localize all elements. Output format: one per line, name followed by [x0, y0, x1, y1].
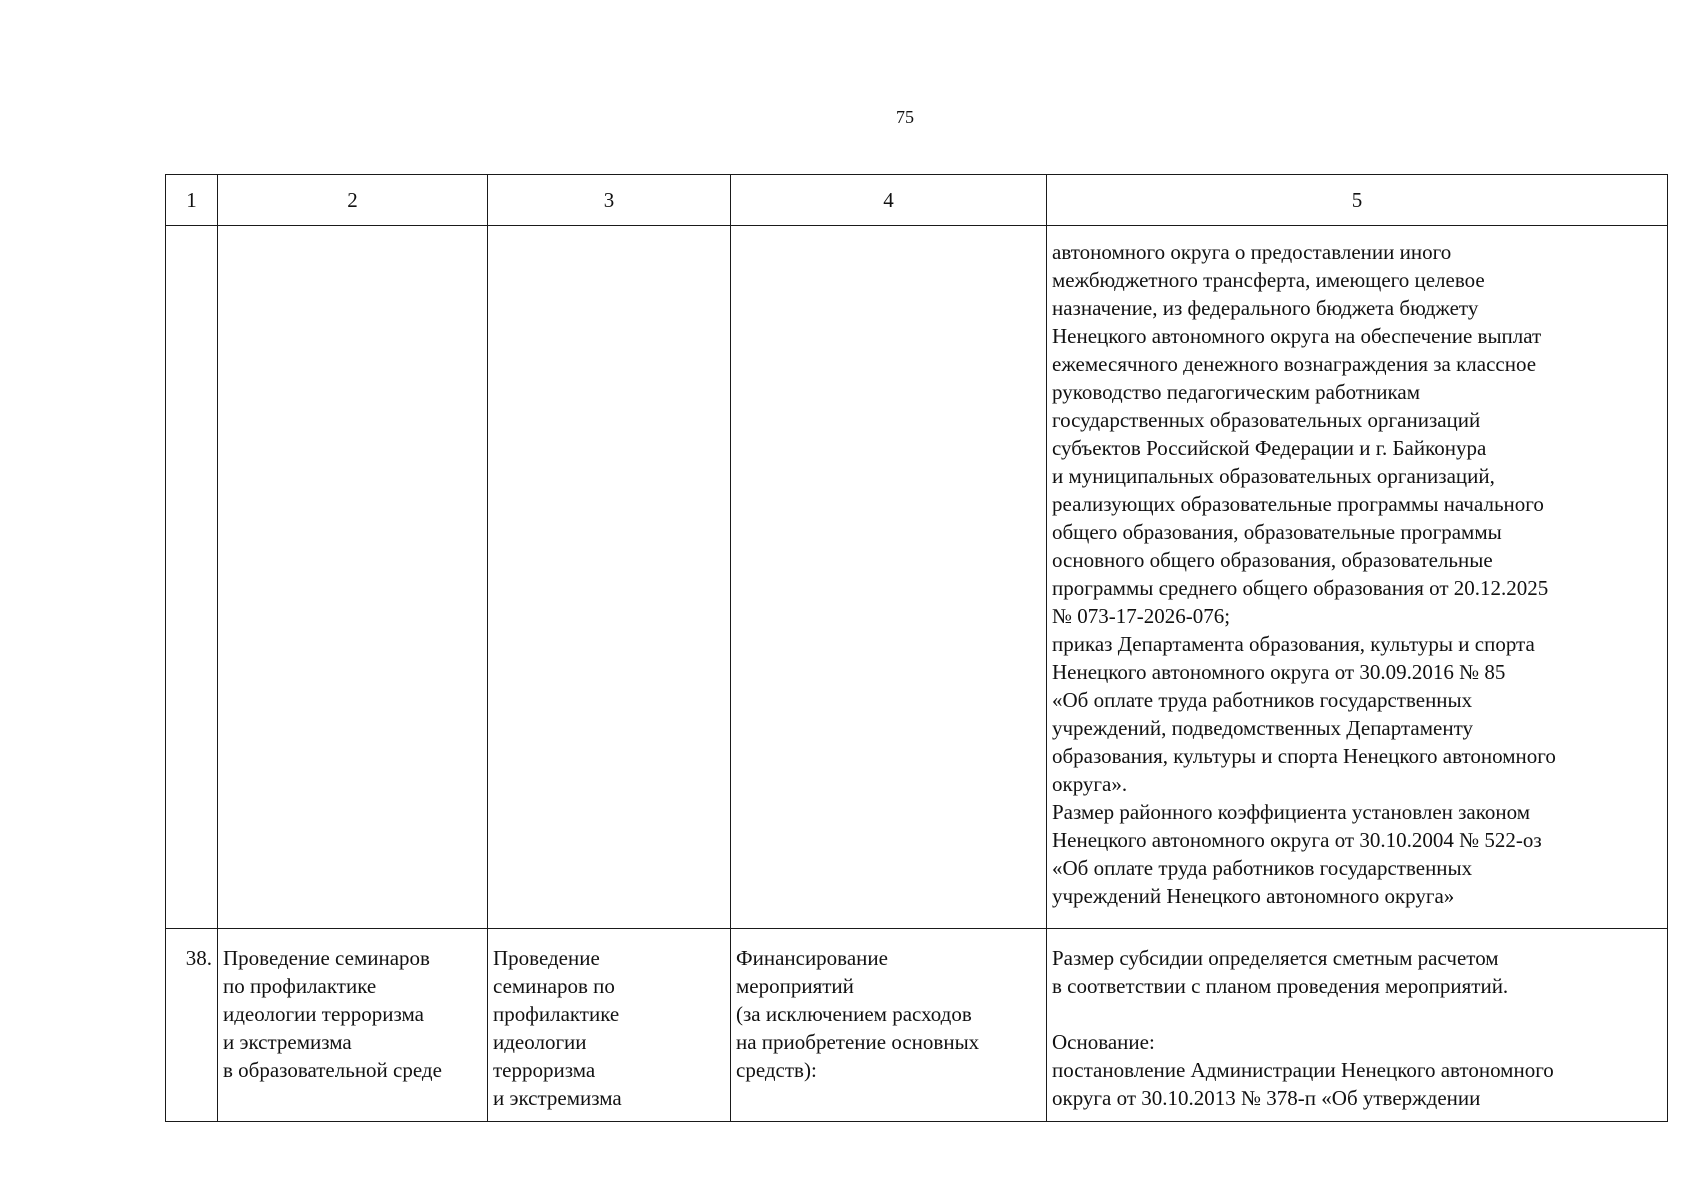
- text-line: Проведение семинаров: [223, 946, 430, 970]
- cell-number: [166, 226, 218, 929]
- text-line: общего образования, образовательные программы: [1052, 520, 1502, 544]
- text-line: назначение, из федерального бюджета бюджету: [1052, 296, 1479, 320]
- text-line: терроризма: [493, 1058, 596, 1082]
- page-number: 75: [896, 107, 914, 127]
- column-header-5: 5: [1047, 175, 1668, 226]
- text-line: семинаров по: [493, 974, 615, 998]
- text-line: реализующих образовательные программы начального: [1052, 492, 1544, 516]
- column-header-1: 1: [166, 175, 218, 226]
- text-line: идеологии терроризма: [223, 1002, 424, 1026]
- text-line: приказ Департамента образования, культуры и спорта: [1052, 632, 1535, 656]
- column-header-4: 4: [731, 175, 1047, 226]
- text-line: Ненецкого автономного округа на обеспечение выплат: [1052, 324, 1542, 348]
- text-line: «Об оплате труда работников государственных: [1052, 856, 1473, 880]
- text-line: Ненецкого автономного округа от 30.10.2004 № 522-оз: [1052, 828, 1542, 852]
- row-number: 38.: [166, 929, 218, 1122]
- cell-direction: [731, 226, 1047, 929]
- text-line: постановление Администрации Ненецкого автономного: [1052, 1058, 1554, 1082]
- text-line: автономного округа о предоставлении иного: [1052, 240, 1452, 264]
- text-line: Проведение: [493, 946, 600, 970]
- column-header-3: 3: [488, 175, 731, 226]
- text-line: мероприятий: [736, 974, 854, 998]
- cell-purpose: [488, 929, 731, 1122]
- text-line: Финансирование: [736, 946, 888, 970]
- table-row-continuation: [166, 226, 1668, 929]
- text-line: межбюджетного трансферта, имеющего целевое: [1052, 268, 1485, 292]
- text-line: Размер субсидии определяется сметным расчетом: [1052, 946, 1499, 970]
- text-line: и экстремизма: [223, 1030, 352, 1054]
- text-line: учреждений, подведомственных Департаменту: [1052, 716, 1473, 740]
- cell-event: [218, 226, 488, 929]
- text-line: образования, культуры и спорта Ненецкого автономного: [1052, 744, 1556, 768]
- text-line: на приобретение основных: [736, 1030, 980, 1054]
- text-line: (за исключением расходов: [736, 1002, 972, 1026]
- text-line: «Об оплате труда работников государственных: [1052, 688, 1473, 712]
- table-row: [166, 929, 1668, 1122]
- text-line: ежемесячного денежного вознаграждения за классное: [1052, 352, 1537, 376]
- text-line: округа от 30.10.2013 № 378-п «Об утверждении: [1052, 1086, 1481, 1110]
- measures-table: [165, 174, 1668, 1122]
- text-line: Основание:: [1052, 1030, 1155, 1054]
- cell-direction: [731, 929, 1047, 1122]
- text-line: основного общего образования, образовательные: [1052, 548, 1493, 572]
- text-line: и экстремизма: [493, 1086, 622, 1110]
- text-line: профилактике: [493, 1002, 620, 1026]
- cell-basis: [1047, 929, 1668, 1122]
- text-line: идеологии: [493, 1030, 587, 1054]
- text-line: средств):: [736, 1058, 817, 1082]
- text-line: субъектов Российской Федерации и г. Байконура: [1052, 436, 1487, 460]
- cell-purpose: [488, 226, 731, 929]
- text-line: программы среднего общего образования от 20.12.2025: [1052, 576, 1549, 600]
- text-line: по профилактике: [223, 974, 377, 998]
- text-line: руководство педагогическим работникам: [1052, 380, 1421, 404]
- text-line: Ненецкого автономного округа от 30.09.2016 № 85: [1052, 660, 1506, 684]
- cell-event: [218, 929, 488, 1122]
- table-header-row: [166, 175, 1668, 226]
- cell-basis: [1047, 226, 1668, 929]
- text-line: Размер районного коэффициента установлен законом: [1052, 800, 1531, 824]
- paragraph-gap: [1052, 1000, 1662, 1028]
- text-line: в соответствии с планом проведения мероприятий.: [1052, 974, 1509, 998]
- text-line: в образовательной среде: [223, 1058, 442, 1082]
- text-line: № 073-17-2026-076;: [1052, 604, 1231, 628]
- column-header-2: 2: [218, 175, 488, 226]
- text-line: и муниципальных образовательных организаций,: [1052, 464, 1495, 488]
- text-line: учреждений Ненецкого автономного округа»: [1052, 884, 1455, 908]
- text-line: округа».: [1052, 772, 1128, 796]
- text-line: государственных образовательных организаций: [1052, 408, 1481, 432]
